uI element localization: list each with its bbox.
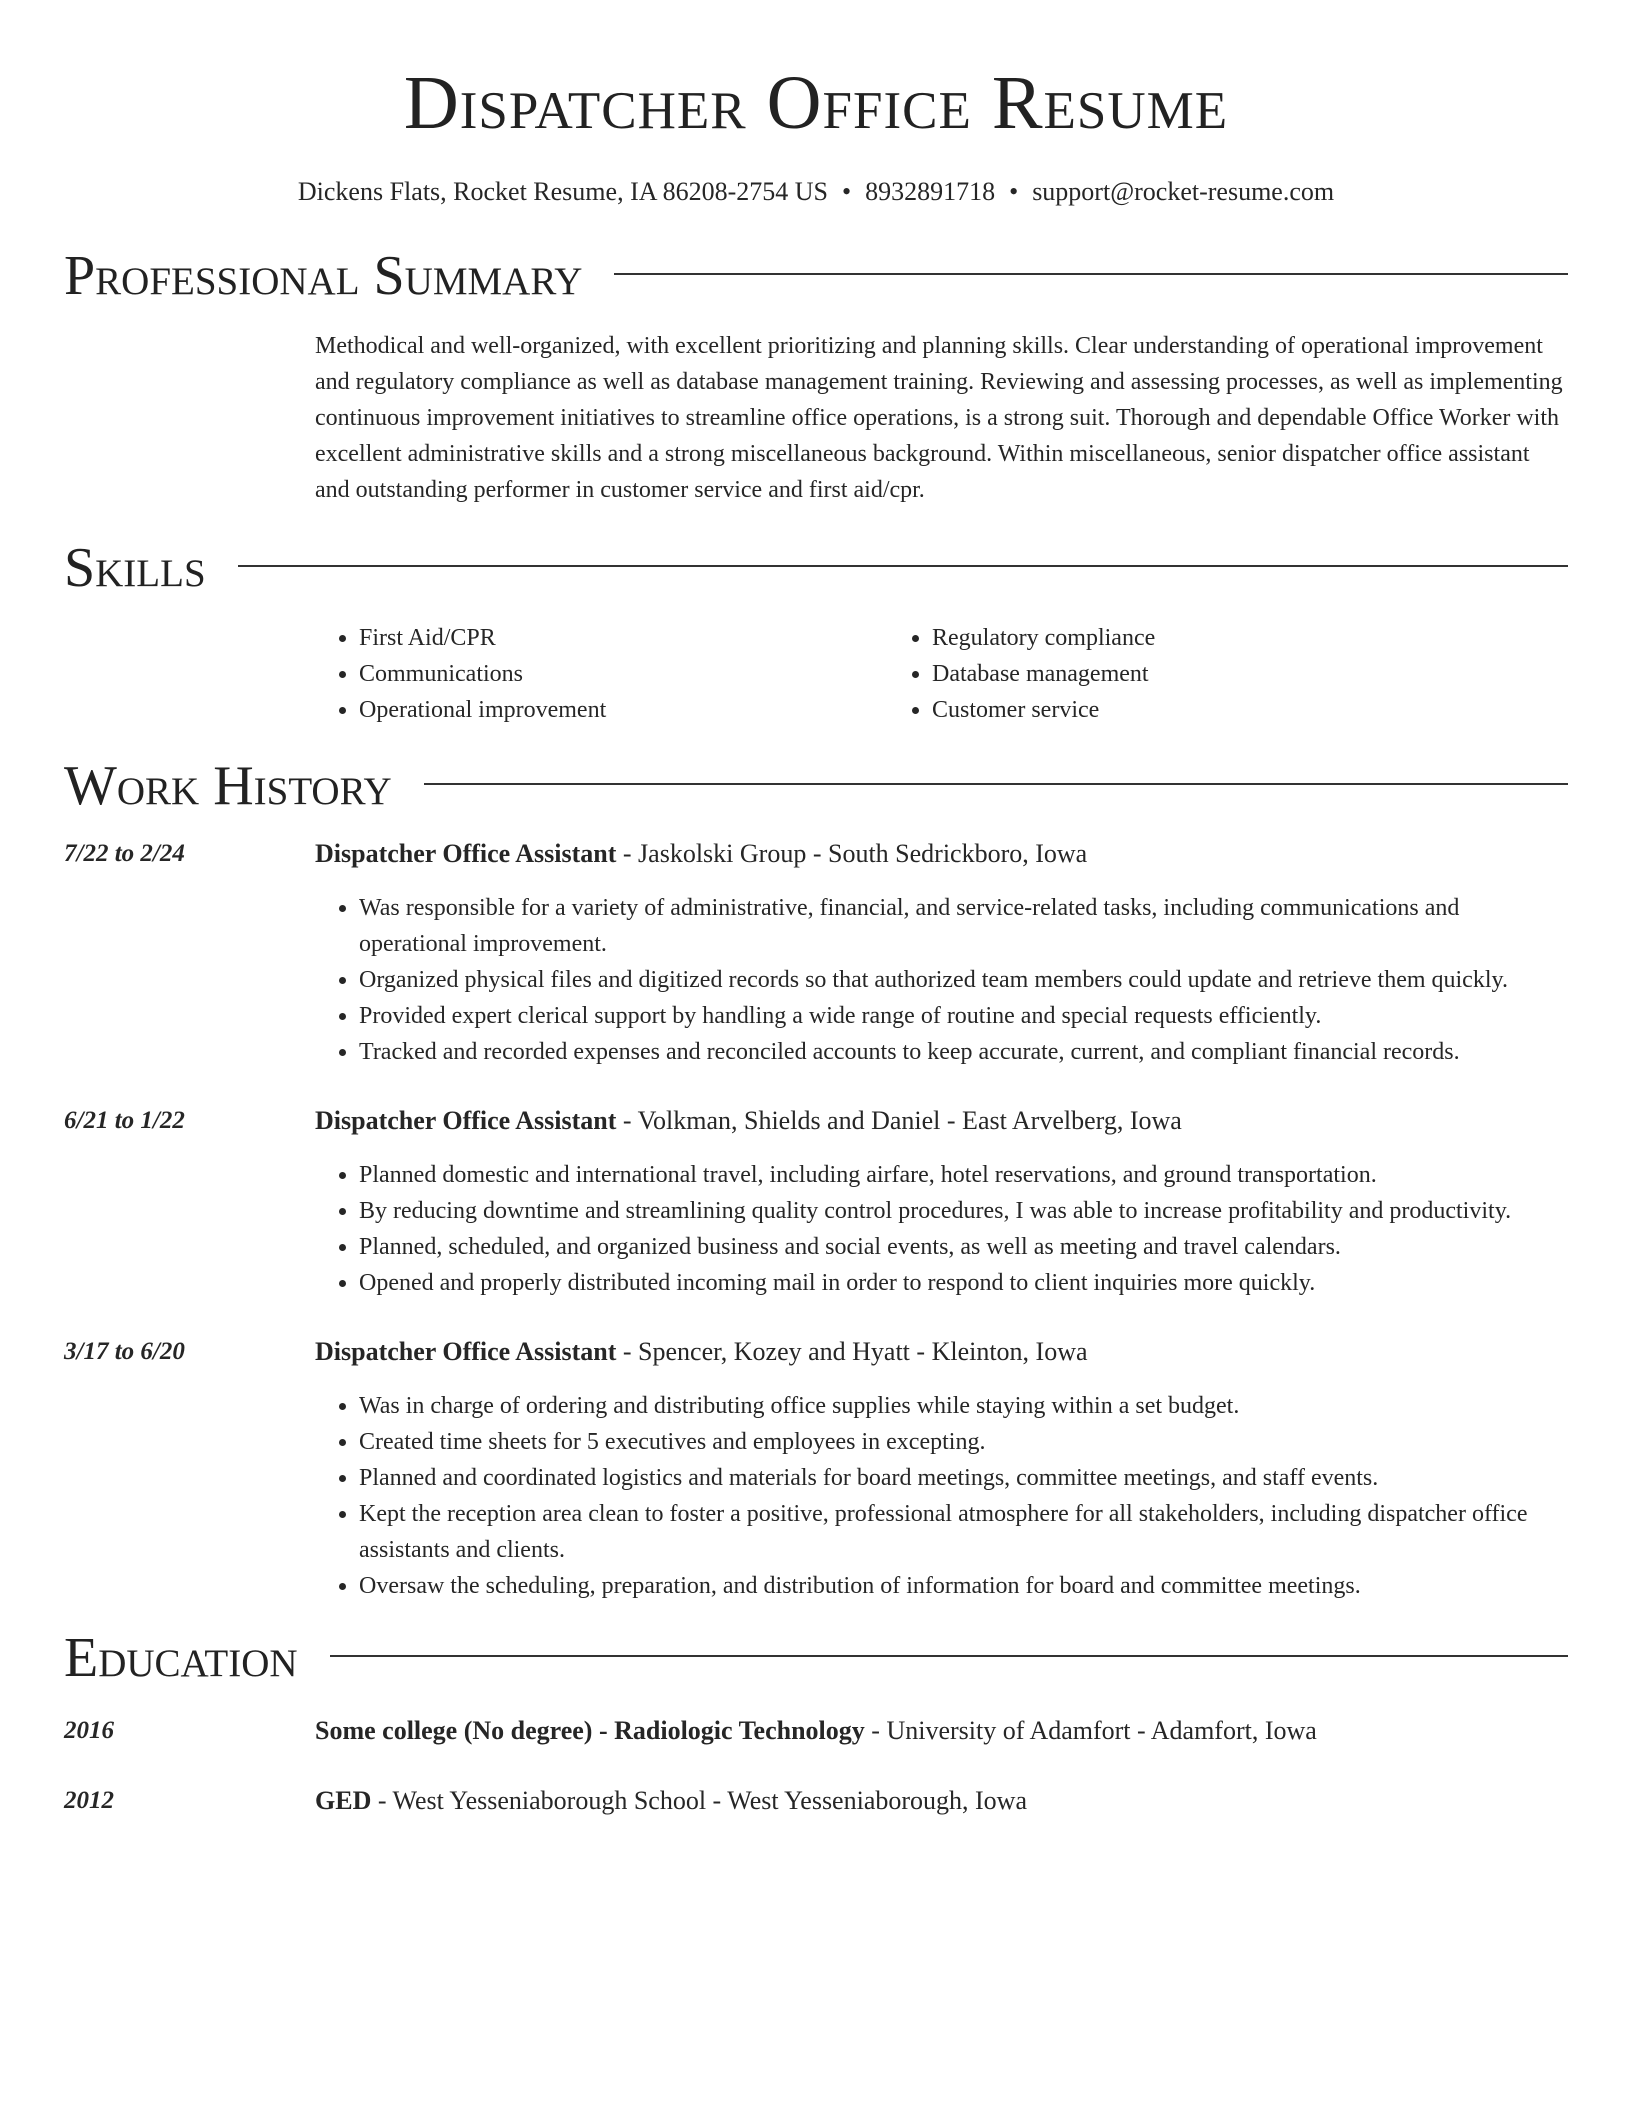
job-entry	[64, 1334, 1568, 1604]
section-divider	[238, 565, 1568, 567]
resume-title: Dispatcher Office Resume	[403, 61, 1229, 145]
job-body	[315, 1103, 1568, 1301]
skills-column-left	[315, 620, 888, 728]
skills-column-right	[888, 620, 1461, 728]
job-role: Dispatcher Office Assistant	[315, 839, 617, 868]
education-year: 2012	[64, 1787, 114, 1814]
education-section-header	[64, 1626, 1568, 1690]
summary-text: Methodical and well-organized, with excellent prioritizing and planning skills. Clear understanding of operational improvement and regulatory compliance as well as database management training. Reviewing and assessing processes, as well as implementing continuous improvement initiatives to streamline office operations, is a strong suit. Thorough and dependable Office Worker with excellent administrative skills and a strong miscellaneous background. Within miscellaneous, senior dispatcher office assistant and outstanding performer in customer service and first aid/cpr.	[315, 333, 1563, 503]
skill-item: • Customer service	[932, 692, 1461, 728]
contact-address: Dickens Flats, Rocket Resume, IA 86208-2754 US	[297, 177, 828, 206]
job-bullet: • Opened and properly distributed incoming mail in order to respond to client inquiries more quickly.	[359, 1265, 1568, 1301]
job-details: - Jaskolski Group - South Sedrickboro, Iowa	[616, 839, 1088, 868]
work-section-header	[64, 754, 1568, 818]
job-bullet: • Tracked and recorded expenses and reconciled accounts to keep accurate, current, and compliant financial records.	[359, 1034, 1568, 1070]
job-bullet: • Was in charge of ordering and distributing office supplies while staying within a set budget.	[359, 1388, 1568, 1424]
job-heading	[315, 836, 1568, 872]
section-title-work: Work History	[64, 755, 392, 817]
education-body	[315, 1783, 1568, 1819]
job-details: - Volkman, Shields and Daniel - East Arvelberg, Iowa	[616, 1106, 1182, 1135]
job-heading	[315, 1334, 1568, 1370]
education-heading	[315, 1783, 1568, 1819]
skill-item: • First Aid/CPR	[359, 620, 888, 656]
job-heading	[315, 1103, 1568, 1139]
section-divider	[614, 273, 1568, 275]
section-divider	[424, 783, 1568, 785]
job-entry	[64, 836, 1568, 1070]
job-body	[315, 836, 1568, 1070]
job-bullet: • Planned and coordinated logistics and materials for board meetings, committee meetings, and staff events.	[359, 1460, 1568, 1496]
job-dates: 7/22 to 2/24	[64, 840, 185, 867]
contact-separator: •	[841, 177, 852, 206]
skill-item: • Communications	[359, 656, 888, 692]
education-entry	[64, 1783, 1568, 1819]
job-dates: 6/21 to 1/22	[64, 1107, 185, 1134]
section-title-skills: Skills	[64, 537, 206, 599]
education-heading	[315, 1713, 1568, 1749]
contact-phone: 8932891718	[865, 177, 996, 206]
job-entry	[64, 1103, 1568, 1301]
job-bullets	[315, 1388, 1568, 1604]
skill-item: • Regulatory compliance	[932, 620, 1461, 656]
job-body	[315, 1334, 1568, 1604]
job-bullet: • Planned, scheduled, and organized business and social events, as well as meeting and travel calendars.	[359, 1229, 1568, 1265]
job-role: Dispatcher Office Assistant	[315, 1106, 617, 1135]
job-bullet: • Was responsible for a variety of administrative, financial, and service-related tasks, including communications and operational improvement.	[359, 890, 1568, 962]
education-year: 2016	[64, 1717, 114, 1744]
section-title-summary: Professional Summary	[64, 245, 583, 307]
contact-separator: •	[1009, 177, 1019, 206]
job-bullet: • Planned domestic and international travel, including airfare, hotel reservations, and ground transportation.	[359, 1157, 1568, 1193]
education-degree: GED	[315, 1786, 372, 1815]
education-body	[315, 1713, 1568, 1749]
skill-item: • Database management	[932, 656, 1461, 692]
job-bullets	[315, 890, 1568, 1070]
education-entry	[64, 1713, 1568, 1749]
contact-line	[64, 176, 1568, 208]
job-bullet: • Provided expert clerical support by handling a wide range of routine and special requests efficiently.	[359, 998, 1568, 1034]
job-bullets	[315, 1157, 1568, 1301]
summary-section-header	[64, 244, 1568, 308]
job-bullet: • Kept the reception area clean to foster a positive, professional atmosphere for all stakeholders, including dispatcher office assistants and clients.	[359, 1496, 1568, 1568]
job-bullet: • Created time sheets for 5 executives and employees in excepting.	[359, 1424, 1568, 1460]
section-divider	[330, 1655, 1568, 1657]
skills-section-header	[64, 536, 1568, 600]
job-role: Dispatcher Office Assistant	[315, 1337, 617, 1366]
contact-email: support@rocket-resume.com	[1032, 177, 1335, 206]
job-dates: 3/17 to 6/20	[64, 1338, 185, 1365]
education-details: - University of Adamfort - Adamfort, Iowa	[864, 1716, 1317, 1745]
education-details: - West Yesseniaborough School - West Yesseniaborough, Iowa	[371, 1786, 1027, 1815]
section-title-education: Education	[64, 1627, 298, 1689]
job-details: - Spencer, Kozey and Hyatt - Kleinton, Iowa	[616, 1337, 1088, 1366]
education-degree: Some college (No degree) - Radiologic Technology	[315, 1716, 865, 1745]
skill-item: • Operational improvement	[359, 692, 888, 728]
job-bullet: • By reducing downtime and streamlining quality control procedures, I was able to increase profitability and productivity.	[359, 1193, 1568, 1229]
resume-header	[64, 0, 1568, 208]
skills-list	[315, 620, 1568, 728]
job-bullet: • Organized physical files and digitized records so that authorized team members could update and retrieve them quickly.	[359, 962, 1568, 998]
job-bullet: • Oversaw the scheduling, preparation, and distribution of information for board and committee meetings.	[359, 1568, 1568, 1604]
